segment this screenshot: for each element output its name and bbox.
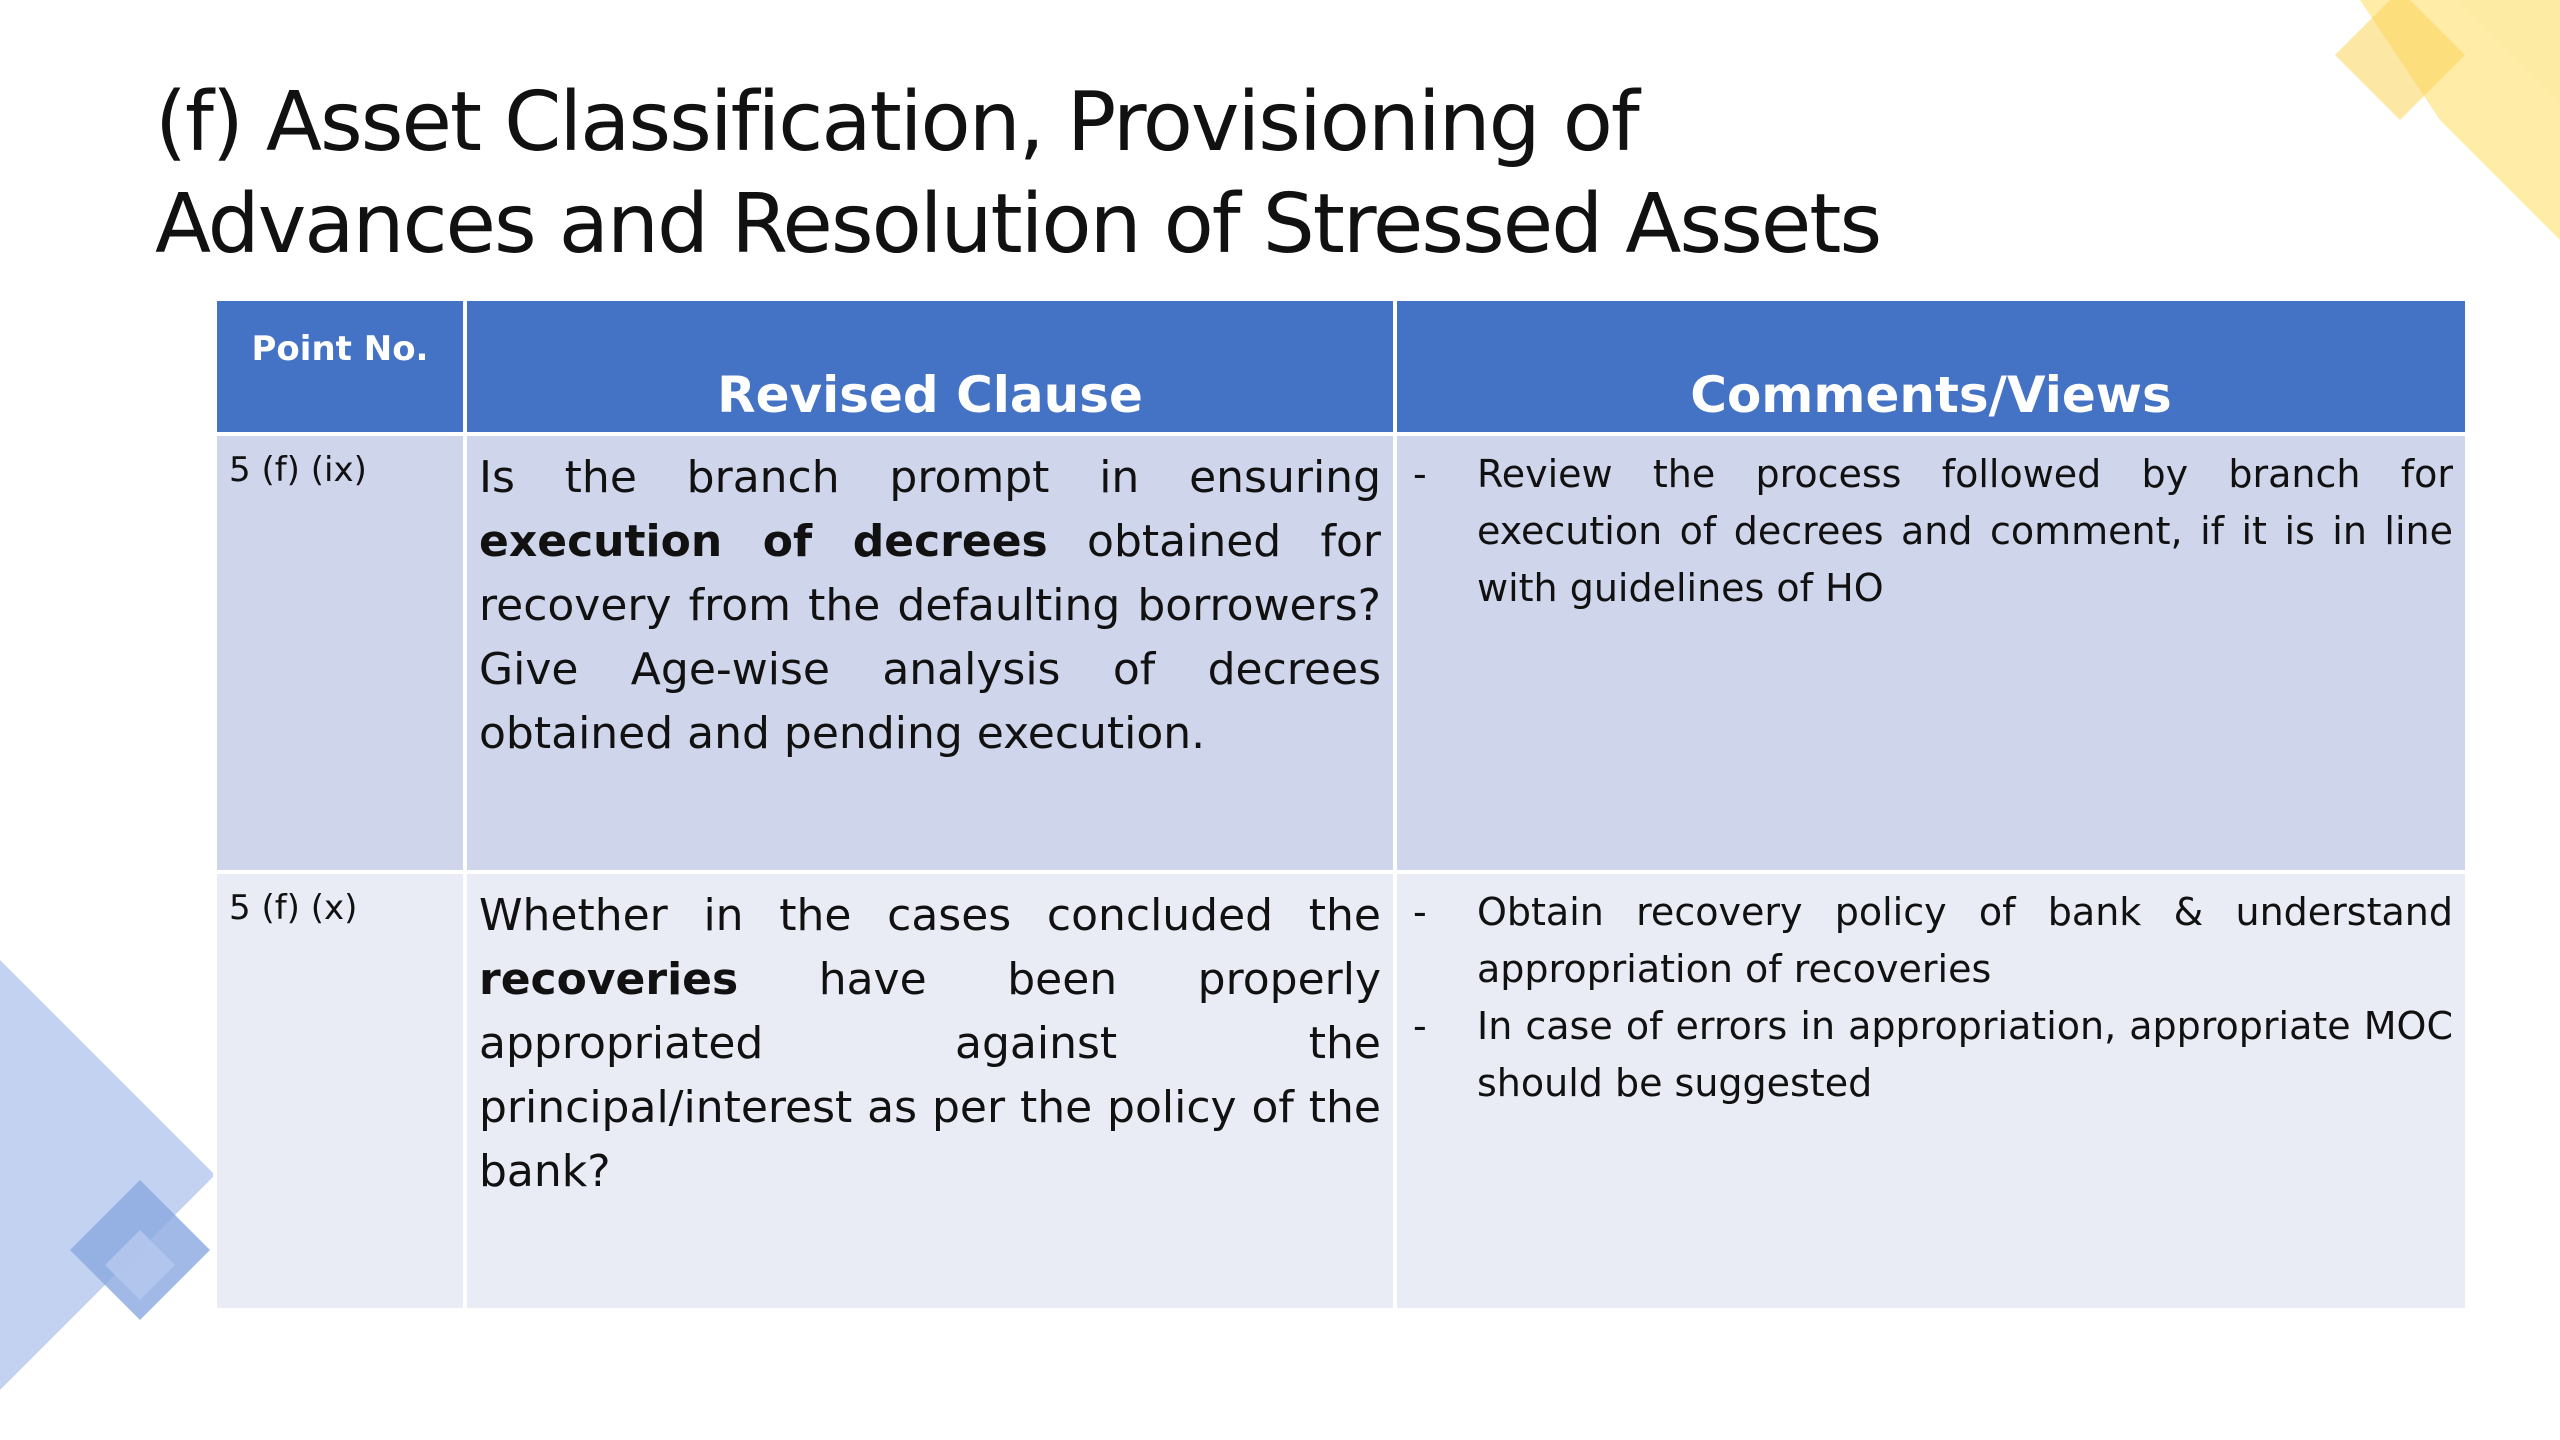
comment-item bbox=[1407, 998, 2453, 1112]
comment-text: Obtain recovery policy of bank & understand appropriation of recoveries bbox=[1477, 890, 2453, 991]
clause-text: Whether in the cases concluded the bbox=[479, 890, 1381, 941]
point-number: 5 (f) (x) bbox=[215, 872, 465, 1310]
comments-list bbox=[1407, 884, 2453, 1112]
clause-text: obtained for recovery from the defaulting borrowers? Give Age-wise analysis of decrees obtained and pending execution. bbox=[479, 516, 1381, 759]
clause-emphasis: execution of decrees bbox=[479, 516, 1048, 567]
comment-item bbox=[1407, 884, 2453, 998]
clause-emphasis: recoveries bbox=[479, 954, 739, 1005]
yellow-diamond-large bbox=[2360, 0, 2560, 240]
clause-text: Is the branch prompt in ensuring bbox=[479, 452, 1381, 503]
yellow-diamond-small bbox=[2335, 0, 2465, 120]
comment-text: Review the process followed by branch for execution of decrees and comment, if it is in line with guidelines of HO bbox=[1477, 452, 2453, 610]
comments-cell bbox=[1395, 872, 2467, 1310]
blue-diamond-large bbox=[0, 960, 215, 1390]
header-revised-clause: Revised Clause bbox=[465, 299, 1395, 434]
bullet-dash: - bbox=[1413, 890, 1427, 934]
header-point-no: Point No. bbox=[215, 299, 465, 434]
comment-text: In case of errors in appropriation, appropriate MOC should be suggested bbox=[1477, 1004, 2453, 1105]
table-row bbox=[215, 872, 2467, 1310]
header-comments-views: Comments/Views bbox=[1395, 299, 2467, 434]
blue-diamond-small bbox=[105, 1230, 175, 1300]
revised-clause-text bbox=[465, 872, 1395, 1310]
table-header-row bbox=[215, 299, 2467, 434]
revised-clause-text bbox=[465, 434, 1395, 872]
table-row bbox=[215, 434, 2467, 872]
clause-text: have been properly appropriated against the principal/interest as per the policy of the bank? bbox=[479, 954, 1381, 1197]
yellow-band bbox=[2460, 0, 2560, 100]
bullet-dash: - bbox=[1413, 1004, 1427, 1048]
point-number: 5 (f) (ix) bbox=[215, 434, 465, 872]
slide-title-line-1: (f) Asset Classification, Provisioning of bbox=[155, 75, 1638, 170]
slide-title bbox=[155, 72, 2155, 276]
bullet-dash: - bbox=[1413, 452, 1427, 496]
review-table bbox=[213, 297, 2469, 1312]
comments-list bbox=[1407, 446, 2453, 617]
comments-cell bbox=[1395, 434, 2467, 872]
blue-diamond-mid bbox=[70, 1180, 210, 1320]
slide-title-line-2: Advances and Resolution of Stressed Assets bbox=[155, 177, 1881, 272]
comment-item bbox=[1407, 446, 2453, 617]
